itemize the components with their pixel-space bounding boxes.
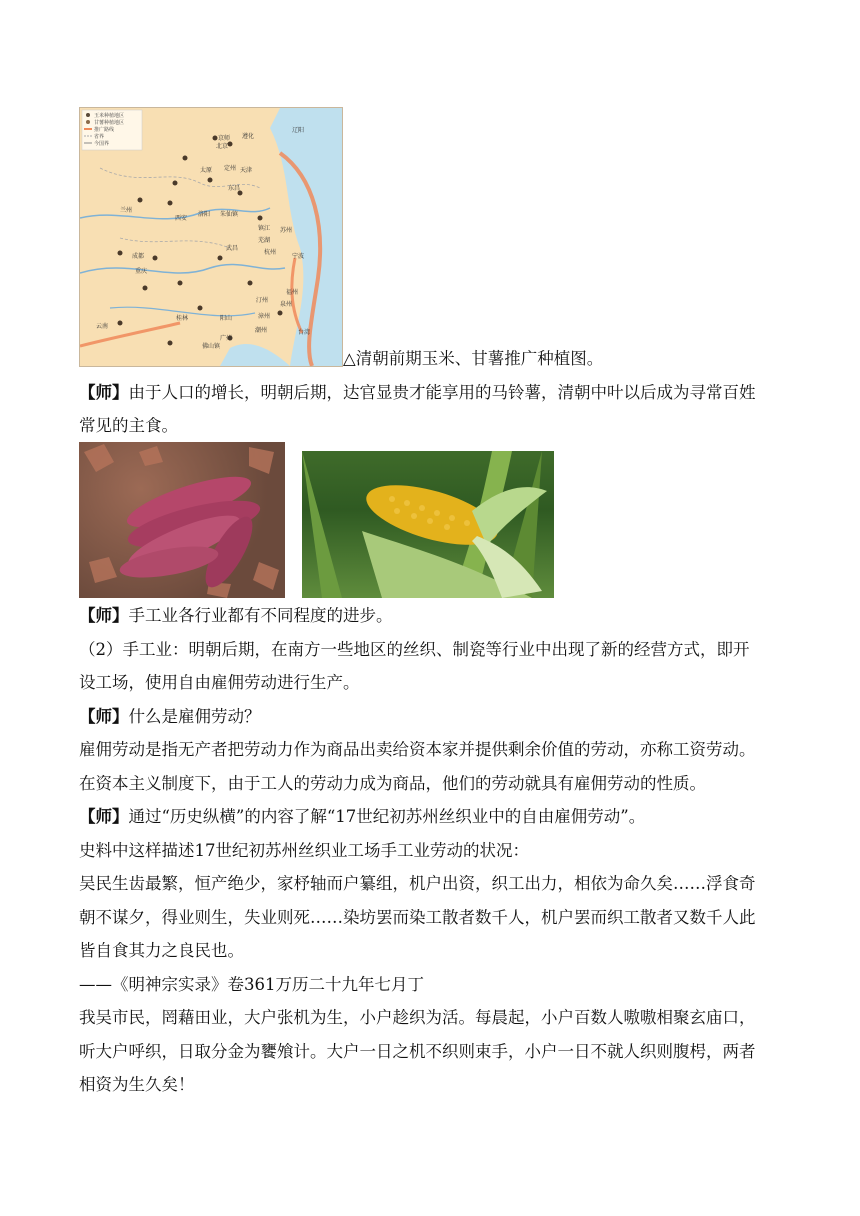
crop-promotion-map: [79, 107, 343, 367]
map-caption: △清朝前期玉米、甘薯推广种植图。: [343, 349, 604, 368]
map-label: 成都: [132, 253, 145, 260]
paragraph: [79, 800, 783, 833]
sweet-potato-symbol-icon: [86, 120, 90, 124]
paragraph-text: 相资为生久矣！: [79, 1075, 195, 1094]
corn-photo: [302, 451, 554, 598]
paragraph: [79, 733, 783, 766]
paragraph: [79, 867, 783, 900]
paragraph-text: （2）手工业：明朝后期，在南方一些地区的丝织、制瓷等行业中出现了新的经营方式，即开: [79, 640, 750, 659]
map-label: 宁波: [292, 253, 305, 260]
paragraph-text: 通过“历史纵横”的内容了解“17世纪初苏州丝织业中的自由雇佣劳动”。: [128, 807, 646, 826]
teacher-tag: 【师】: [79, 807, 129, 826]
legend-item: 甘薯种植地区: [94, 120, 125, 126]
legend-item: 今国界: [94, 141, 110, 147]
paragraph-text: 我吴市民，罔藉田业，大户张机为生，小户趁织为活。每晨起，小户百数人嗷嗷相聚玄庙口，: [79, 1008, 756, 1027]
sweet-potato-photo: [79, 442, 285, 598]
paragraph: [79, 1035, 783, 1068]
map-label: 泉州: [280, 301, 293, 308]
legend-item: 推广路线: [94, 127, 115, 133]
paragraph-text: 由于人口的增长，明朝后期，达官显贵才能享用的马铃薯，清朝中叶以后成为寻常百姓: [128, 383, 756, 402]
map-label: 朱仙镇: [220, 211, 239, 218]
paragraph-text: ——《明神宗实录》卷361万历二十九年七月丁: [79, 975, 424, 994]
map-label: 东昌: [228, 185, 241, 192]
map-label: 桂林: [176, 315, 189, 322]
map-label: 洛阳: [198, 211, 211, 218]
paragraph-text: 史料中这样描述17世纪初苏州丝织业工场手工业劳动的状况：: [79, 841, 529, 860]
paragraph-text: 手工业各行业都有不同程度的进步。: [128, 606, 393, 625]
map-label: 佛山镇: [202, 343, 221, 350]
paragraph: [79, 666, 783, 699]
map-label: 西安: [175, 215, 188, 222]
paragraph-text: 吴民生齿最繁，恒产绝少，家杼轴而户纂组，机户出资，织工出力，相依为命久矣……浮食奇: [79, 874, 756, 893]
map-label: 台湾: [298, 329, 311, 336]
paragraph-text: 朝不谋夕，得业则生，失业则死……染坊罢而染工散者数千人，机户罢而织工散者又数千人此: [79, 908, 756, 927]
map-label: 芜湖: [258, 237, 271, 244]
teacher-tag: 【师】: [79, 707, 129, 726]
paragraph: [79, 633, 783, 666]
paragraph: [79, 599, 783, 632]
map-label: 京师: [218, 135, 231, 142]
map-label: 广州: [220, 335, 233, 342]
map-label: 潮州: [255, 327, 268, 334]
paragraph: [79, 376, 783, 409]
paragraph-text: 听大户呼织，日取分金为饔飧计。大户一日之机不织则束手，小户一日不就人织则腹枵，两者: [79, 1042, 756, 1061]
map-label: 太原: [200, 167, 213, 174]
map-label: 定州: [224, 165, 237, 172]
map-label: 云南: [96, 323, 109, 330]
map-label: 阳山: [220, 315, 233, 322]
paragraph: [79, 834, 783, 867]
map-label: 福州: [286, 289, 299, 296]
teacher-tag: 【师】: [79, 606, 129, 625]
map-label: 镇江: [258, 225, 271, 232]
legend-item: 玉米种植地区: [94, 113, 125, 119]
map-drawing: [80, 108, 342, 366]
paragraph: [79, 700, 783, 733]
corn-symbol-icon: [86, 113, 90, 117]
paragraph-text: 什么是雇佣劳动？: [128, 707, 261, 726]
paragraph-text: 设工场，使用自由雇佣劳动进行生产。: [79, 673, 360, 692]
paragraph: [79, 409, 783, 442]
paragraph-text: 在资本主义制度下，由于工人的劳动力成为商品，他们的劳动就具有雇佣劳动的性质。: [79, 774, 706, 793]
paragraph: [79, 1068, 783, 1101]
map-label: 漳州: [258, 313, 271, 320]
paragraph: [79, 1001, 783, 1034]
map-label: 天津: [240, 167, 253, 174]
map-label: 杭州: [264, 249, 277, 256]
paragraph: [79, 767, 783, 800]
teacher-tag: 【师】: [79, 383, 129, 402]
paragraph: [79, 934, 783, 967]
legend-item: 省界: [94, 134, 105, 140]
map-label: 辽阳: [292, 127, 305, 134]
paragraph-text: 皆自食其力之良民也。: [79, 941, 244, 960]
map-label: 遵化: [242, 133, 255, 140]
map-label: 苏州: [280, 227, 293, 234]
map-label: 北京: [216, 143, 229, 150]
map-label: 武昌: [226, 245, 239, 252]
source-citation: [79, 968, 783, 1001]
paragraph-text: 常见的主食。: [79, 416, 178, 435]
paragraph: [79, 901, 783, 934]
paragraph-text: 雇佣劳动是指无产者把劳动力作为商品出卖给资本家并提供剩余价值的劳动，亦称工资劳动。: [79, 740, 756, 759]
map-label: 重庆: [135, 268, 148, 275]
map-label: 兰州: [120, 207, 133, 214]
map-label: 汀州: [256, 297, 269, 304]
